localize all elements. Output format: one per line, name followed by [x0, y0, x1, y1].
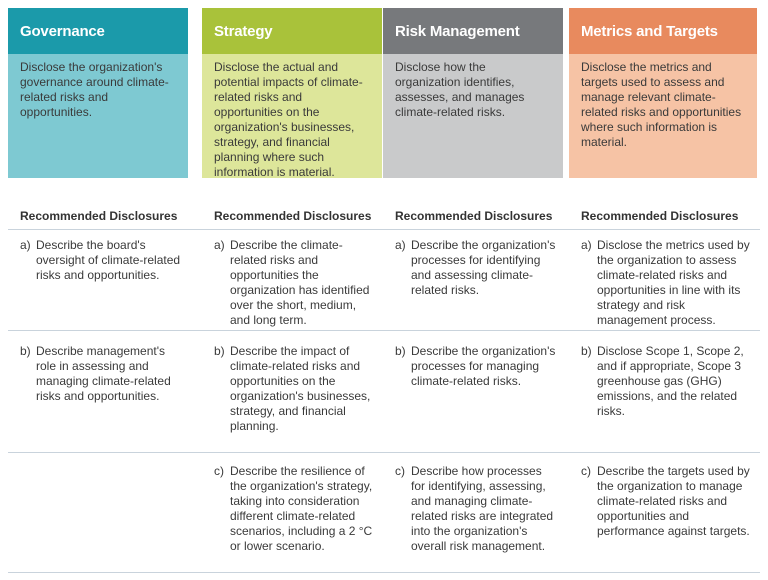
metrics-targets-description: Disclose the metrics and targets used to assess and manage relevant climate-related risks and opportunities where such information is material.	[569, 54, 757, 178]
governance-description: Disclose the organization's governance around climate-related risks and opportunities.	[8, 54, 188, 178]
item-text: Describe the board's oversight of climate-related risks and opportunities.	[36, 238, 181, 282]
governance-item-b	[20, 344, 184, 404]
item-text: Describe the organization's processes for managing climate-related risks.	[411, 344, 556, 388]
risk-management-description: Disclose how the organization identifies, assesses, and manages climate-related risks.	[383, 54, 563, 178]
strategy-title: Strategy	[214, 22, 273, 40]
governance-header	[8, 8, 188, 54]
row-divider	[8, 330, 760, 331]
item-text: Describe management's role in assessing and managing climate-related risks and opportunities.	[36, 344, 171, 403]
governance-rec-heading: Recommended Disclosures	[20, 209, 178, 223]
item-text: Describe the resilience of the organization's strategy, taking into consideration different climate-related scenarios, including a 2 °C or lower scenario.	[230, 464, 373, 553]
item-label: c)	[395, 464, 405, 478]
strategy-item-a	[214, 238, 378, 328]
metrics-targets-item-c	[581, 464, 753, 539]
risk-management-title: Risk Management	[395, 22, 520, 40]
item-label: a)	[20, 238, 31, 252]
item-label: b)	[395, 344, 406, 358]
item-text: Describe how processes for identifying, assessing, and managing climate-related risks are integrated into the organization's overall risk management.	[411, 464, 554, 553]
metrics-targets-rec-heading: Recommended Disclosures	[581, 209, 739, 223]
item-text: Describe the climate-related risks and opportunities the organization has identified over the short, medium, and long term.	[230, 238, 370, 327]
row-divider	[8, 229, 760, 230]
governance-title: Governance	[20, 22, 105, 40]
strategy-rec-heading: Recommended Disclosures	[214, 209, 372, 223]
strategy-item-b	[214, 344, 378, 434]
item-text: Disclose the metrics used by the organization to assess climate-related risks and opportunities in line with its strategy and risk management process.	[597, 238, 750, 327]
item-label: b)	[214, 344, 225, 358]
risk-management-item-b	[395, 344, 559, 389]
item-label: c)	[581, 464, 591, 478]
risk-management-rec-heading: Recommended Disclosures	[395, 209, 553, 223]
item-label: a)	[581, 238, 592, 252]
risk-management-item-a	[395, 238, 559, 298]
strategy-header	[202, 8, 382, 54]
metrics-targets-item-a	[581, 238, 753, 328]
item-label: b)	[20, 344, 31, 358]
metrics-targets-header	[569, 8, 757, 54]
risk-management-header	[383, 8, 563, 54]
item-text: Describe the impact of climate-related risks and opportunities on the organization's businesses, strategy, and financial planning.	[230, 344, 371, 433]
row-divider	[8, 452, 760, 453]
item-label: c)	[214, 464, 224, 478]
item-label: a)	[214, 238, 225, 252]
metrics-targets-item-b	[581, 344, 753, 419]
governance-item-a	[20, 238, 184, 283]
item-text: Disclose Scope 1, Scope 2, and if appropriate, Scope 3 greenhouse gas (GHG) emissions, and the related risks.	[597, 344, 744, 418]
strategy-item-c	[214, 464, 378, 554]
item-text: Describe the targets used by the organization to manage climate-related risks and opportunities and performance against targets.	[597, 464, 750, 538]
metrics-targets-title: Metrics and Targets	[581, 22, 718, 40]
item-label: a)	[395, 238, 406, 252]
strategy-description: Disclose the actual and potential impacts of climate-related risks and opportunities on the organization's businesses, strategy, and financial planning where such information is material.	[202, 54, 382, 178]
item-label: b)	[581, 344, 592, 358]
item-text: Describe the organization's processes for identifying and assessing climate-related risks.	[411, 238, 556, 297]
risk-management-item-c	[395, 464, 559, 554]
row-divider	[8, 572, 760, 573]
